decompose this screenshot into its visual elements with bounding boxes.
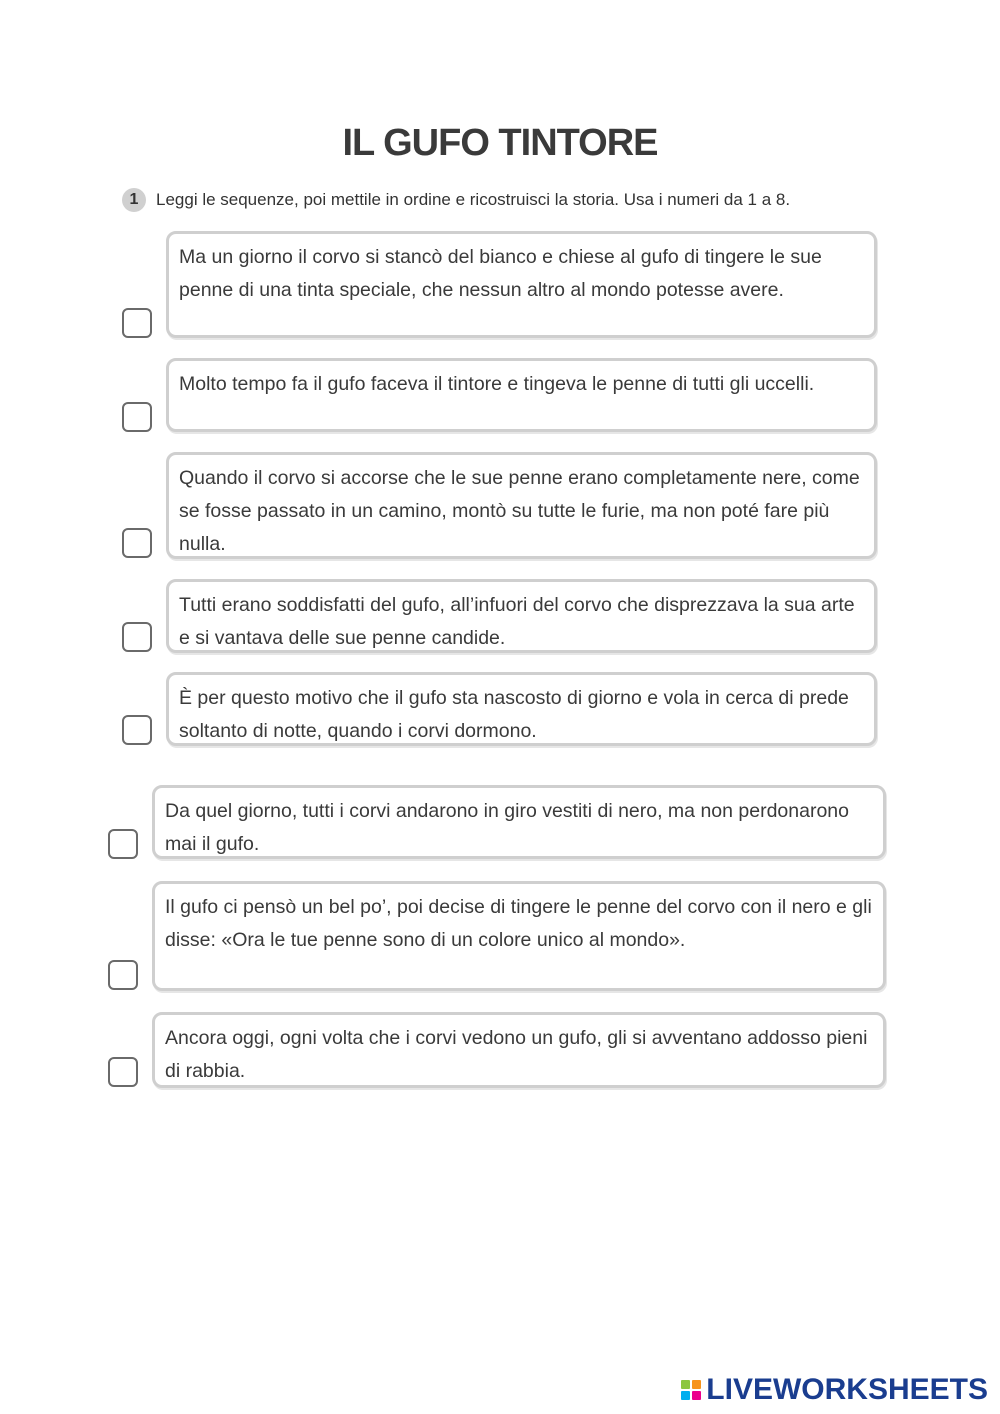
logo-grid-icon [681, 1380, 701, 1400]
exercise-number-badge: 1 [122, 188, 146, 212]
order-checkbox-7[interactable] [108, 960, 138, 990]
sequence-text: Tutti erano soddisfatti del gufo, all’infuori del corvo che disprezzava la sua arte e si vantava delle sue penne candide. [179, 594, 855, 649]
order-checkbox-2[interactable] [122, 402, 152, 432]
order-checkbox-3[interactable] [122, 528, 152, 558]
order-checkbox-1[interactable] [122, 308, 152, 338]
liveworksheets-logo [681, 1372, 988, 1408]
sequence-text: Ancora oggi, ogni volta che i corvi vedono un gufo, gli si avventano addosso pieni di rabbia. [165, 1027, 868, 1082]
sequence-box-7 [152, 881, 886, 991]
sequence-text: Ma un giorno il corvo si stancò del bianco e chiese al gufo di tingere le sue penne di una tinta speciale, che nessun altro al mondo potesse avere. [179, 246, 822, 301]
page-title: IL GUFO TINTORE [342, 122, 658, 164]
sequence-box-6 [152, 785, 886, 859]
order-checkbox-5[interactable] [122, 715, 152, 745]
sequence-text: Molto tempo fa il gufo faceva il tintore e tingeva le penne di tutti gli uccelli. [179, 373, 815, 395]
order-checkbox-8[interactable] [108, 1057, 138, 1087]
sequence-text: Il gufo ci pensò un bel po’, poi decise di tingere le penne del corvo con il nero e gli disse: «Ora le tue penne sono di un colore unico al mondo». [165, 896, 872, 951]
sequence-box-8 [152, 1012, 886, 1088]
sequence-box-2 [166, 358, 877, 432]
instruction-text: Leggi le sequenze, poi mettile in ordine e ricostruisci la storia. Usa i numeri da 1 a 8. [156, 190, 791, 209]
sequence-box-3 [166, 452, 877, 559]
order-checkbox-6[interactable] [108, 829, 138, 859]
sequence-text: È per questo motivo che il gufo sta nascosto di giorno e vola in cerca di prede soltanto di notte, quando i corvi dormono. [179, 687, 849, 742]
sequence-text: Quando il corvo si accorse che le sue penne erano completamente nere, come se fosse passato in un camino, montò su tutte le furie, ma non poté fare più nulla. [179, 467, 860, 555]
sequence-text: Da quel giorno, tutti i corvi andarono in giro vestiti di nero, ma non perdonarono mai il gufo. [165, 800, 849, 855]
logo-text: LIVEWORKSHEETS [706, 1373, 988, 1406]
order-checkbox-4[interactable] [122, 622, 152, 652]
instruction [122, 188, 882, 212]
sequence-box-1 [166, 231, 877, 338]
sequence-box-5 [166, 672, 877, 746]
sequence-box-4 [166, 579, 877, 653]
